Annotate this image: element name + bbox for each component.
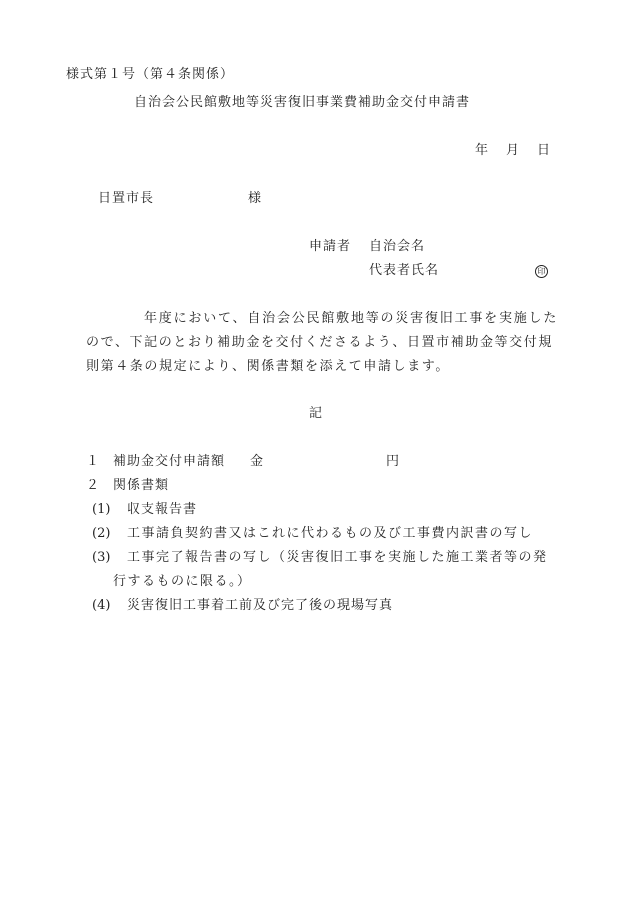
addressee-honorific: 様 (248, 191, 263, 206)
applicant-org-label: 自治会名 (369, 239, 426, 254)
form-title: 自治会公民館敷地等災害復旧事業費補助金交付申請書 (134, 95, 471, 110)
item2-label: 関係書類 (113, 478, 170, 493)
item2-number: ２ (86, 478, 101, 493)
doc-3-number: (3) (92, 550, 111, 565)
doc-2-text: 工事請負契約書又はこれに代わるもの及び工事費内訳書の写し (127, 526, 534, 541)
form-label: 様式第１号（第４条関係） (66, 67, 235, 82)
date-day: 日 (537, 143, 552, 158)
doc-2-number: (2) (92, 526, 111, 541)
item1-label: 補助金交付申請額 (113, 454, 226, 469)
addressee-name: 日置市長 (98, 191, 155, 206)
doc-1-number: (1) (92, 502, 111, 517)
ki-heading: 記 (309, 406, 324, 421)
body-line-2: ので、下記のとおり補助金を交付くださるよう、日置市補助金等交付規 (86, 335, 553, 350)
item1-unit: 円 (386, 454, 401, 469)
doc-1-text: 収支報告書 (127, 502, 198, 517)
doc-4-text: 災害復旧工事着工前及び完了後の現場写真 (127, 598, 394, 613)
doc-3-text: 工事完了報告書の写し（災害復旧工事を実施した施工業者等の発 (127, 550, 548, 565)
body-line-3: 則第４条の規定により、関係書類を添えて申請します。 (86, 359, 450, 374)
date-month: 月 (506, 143, 521, 158)
item1-number: １ (86, 454, 101, 469)
seal-mark: 印 (535, 265, 548, 278)
applicant-label: 申請者 (309, 239, 352, 254)
applicant-rep-label: 代表者氏名 (369, 263, 440, 278)
date-year: 年 (475, 143, 490, 158)
doc-3-continuation: 行するものに限る。） (113, 574, 252, 589)
body-line-1: 年度において、自治会公民館敷地等の災害復旧工事を実施した (144, 311, 559, 326)
item1-prefix: 金 (250, 454, 265, 469)
doc-4-number: (4) (92, 598, 111, 613)
